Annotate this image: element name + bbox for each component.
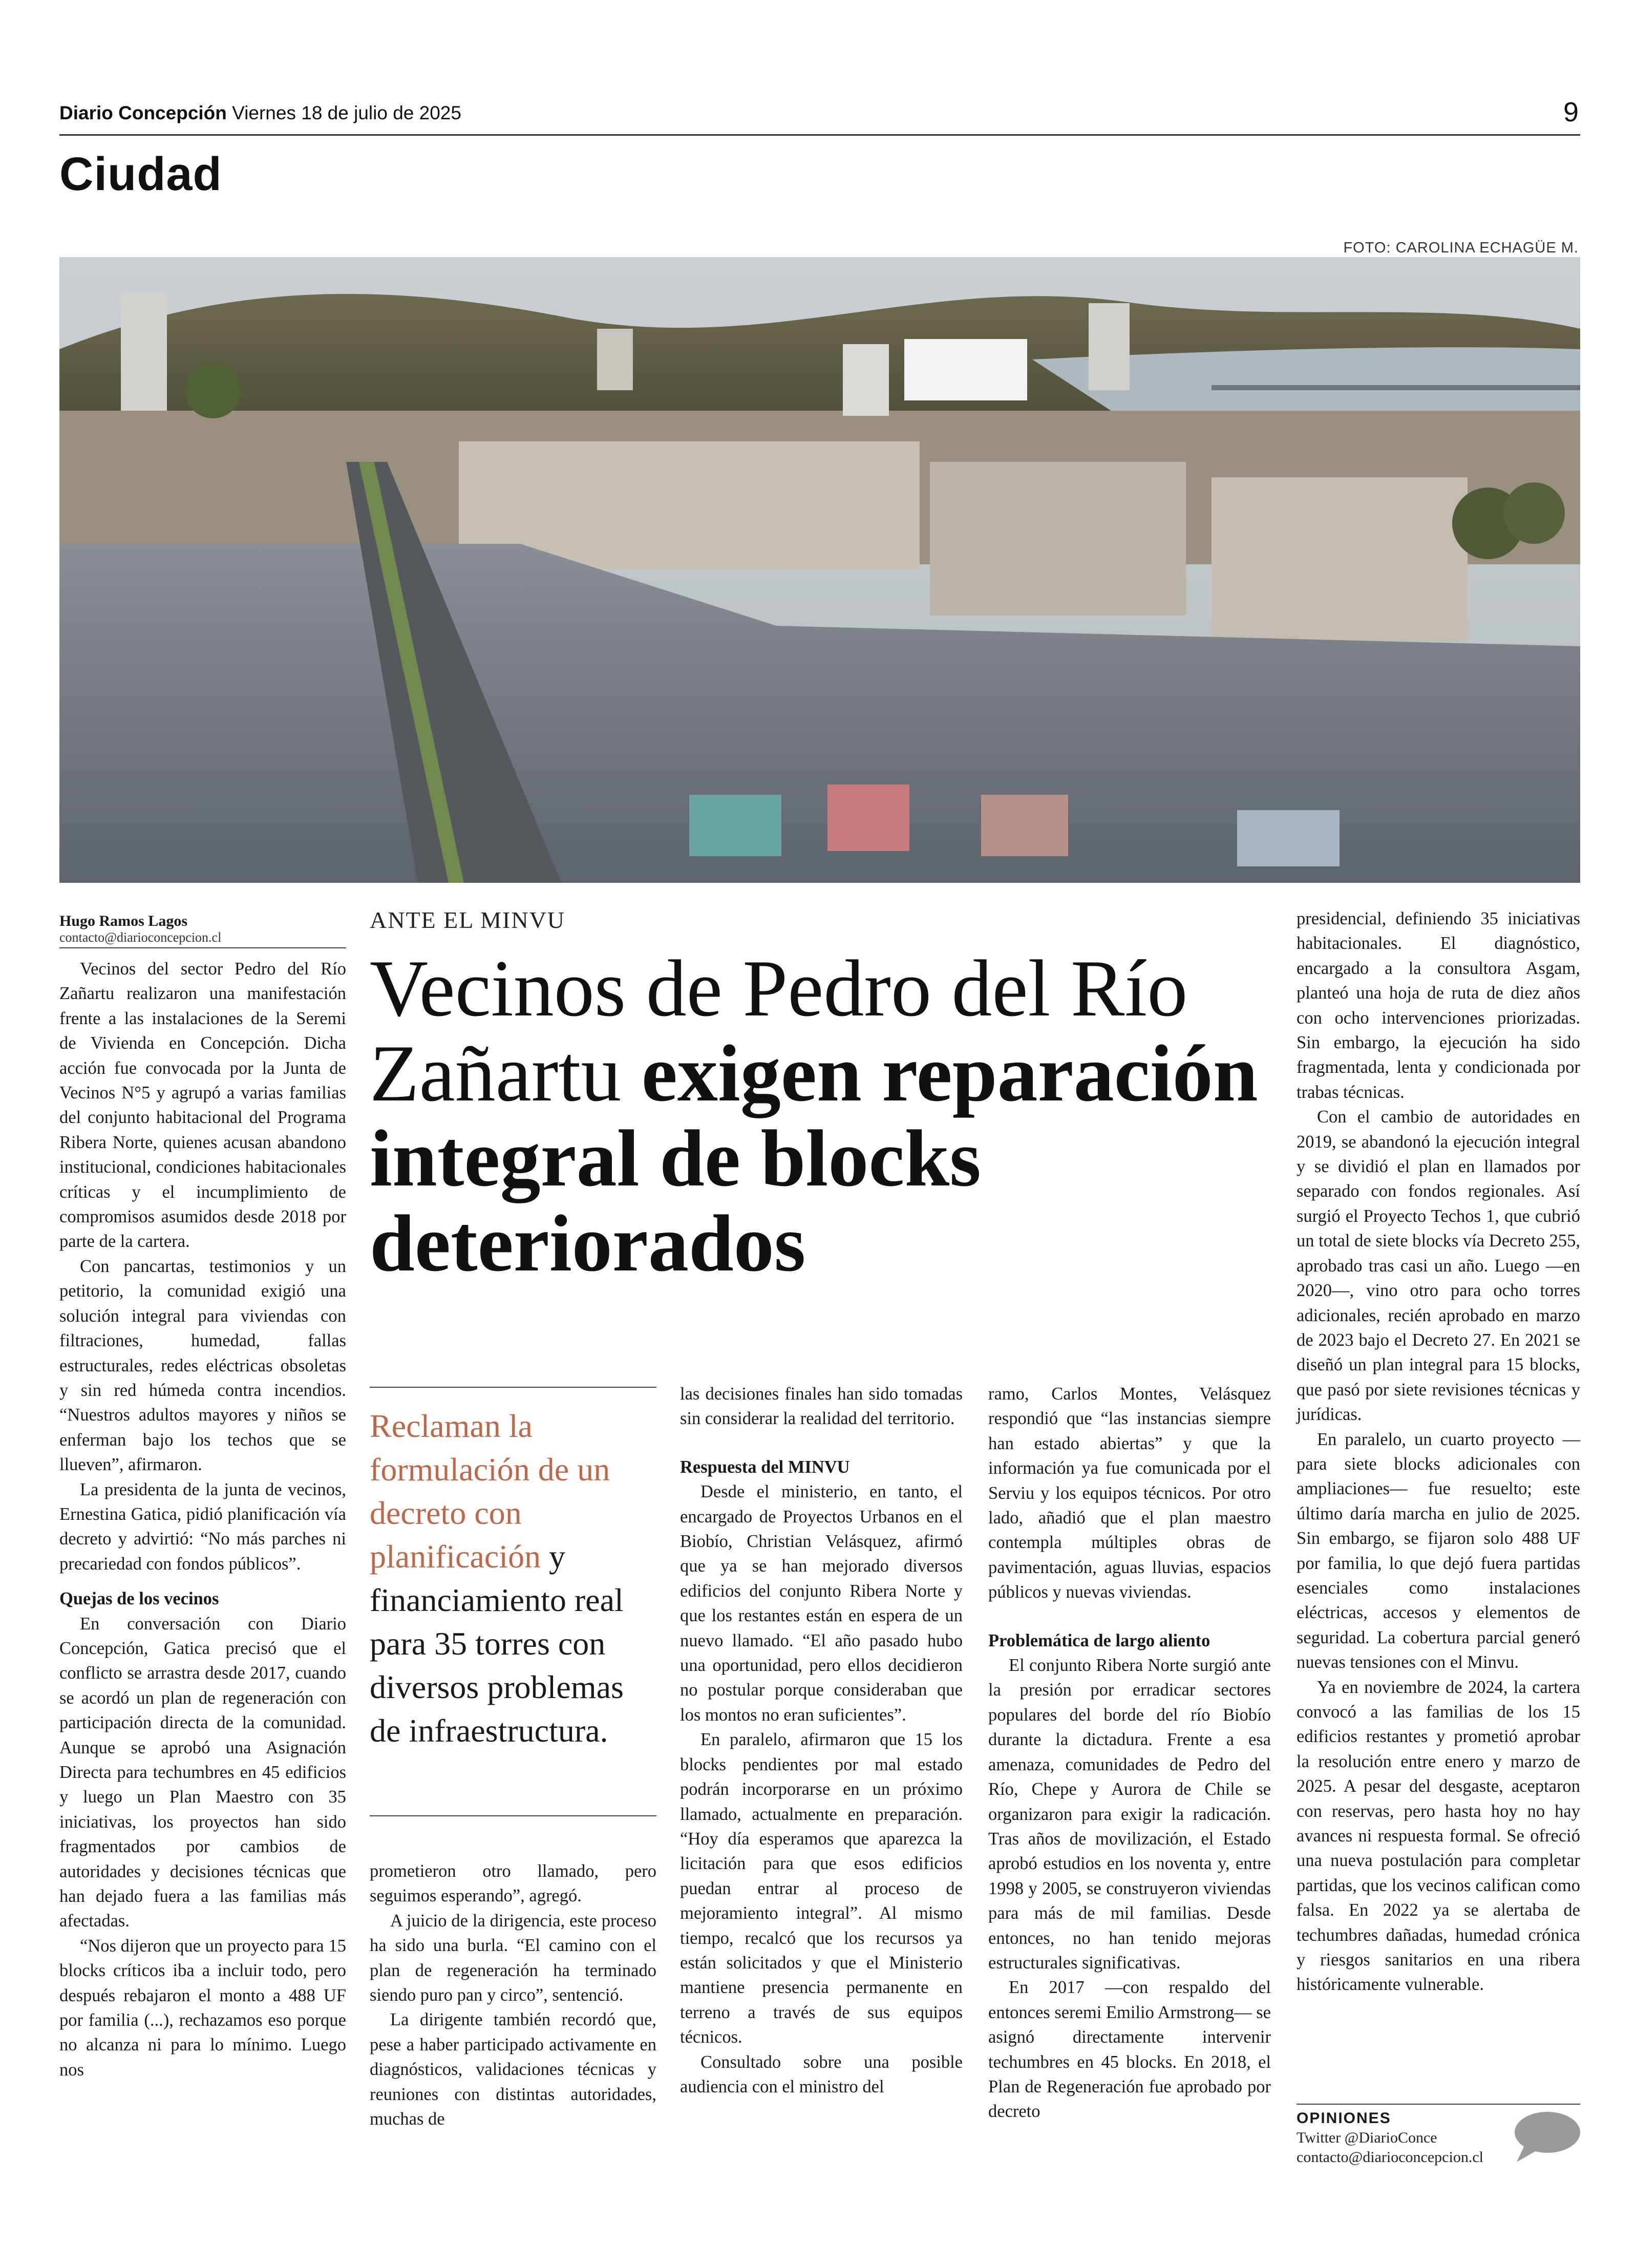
author-name: Hugo Ramos Lagos [59, 913, 188, 929]
paragraph: Con el cambio de autoridades en 2019, se abandonó la ejecución integral y se dividió el plan en llamados por separado con fondos regionales. Así surgió el Proyecto Techos 1, que cubrió un total de siete blocks vía Decreto 255, aprobado tras casi un año. Luego —en 2020—, vino otro para ocho torres adicionales, recién aprobado en marzo de 2023 bajo el Decreto 27. En 2021 se diseñó un plan integral para 15 blocks, que pasó por siete revisiones técnicas y jurídicas. [1297, 1107, 1580, 1425]
issue-date: Viernes 18 de julio de 2025 [232, 102, 461, 123]
paragraph: Desde el ministerio, en tanto, el encargado de Proyectos Urbanos en el Biobío, Christian Velásquez, afirmó que ya se han mejorado diversos edificios del conjunto Ribera Norte y que los restantes están en espera de un nuevo llamado. “El año pasado hubo una oportunidad, pero ellos decidieron no postular porque consideraban que los montos no eran suficientes”. [680, 1482, 963, 1725]
paragraph: prometieron otro llamado, pero seguimos esperando”, agregó. [370, 1861, 656, 1906]
paragraph: las decisiones finales han sido tomadas sin considerar la realidad del territorio. [680, 1384, 963, 1429]
opinions-twitter: Twitter @DiarioConce [1297, 2129, 1437, 2146]
paragraph: En paralelo, afirmaron que 15 los blocks pendientes por mal estado podrán incorporarse en un próximo llamado, actualmente en preparación. “Hoy día esperamos que aparezca la licitación para que esos edificios puedan entrar al proceso de mejoramiento integral”. Al mismo tiempo, recalcó que los recursos ya están solicitados y que el Ministerio mantiene presencia permanente en terreno a través de sus equipos técnicos. [680, 1730, 963, 2047]
subhead: Problemática de largo aliento [988, 1630, 1210, 1650]
masthead [59, 102, 461, 124]
kicker: ANTE EL MINVU [370, 907, 566, 933]
paragraph: A juicio de la dirigencia, este proceso ha sido una burla. “El camino con el plan de regeneración ha terminado siendo puro pan y circo”, sentenció. [370, 1911, 656, 2005]
section-title: Ciudad [59, 148, 222, 200]
deck-accent: Reclaman la formulación de un decreto con planificación [370, 1408, 610, 1575]
paragraph: “Nos dijeron que un proyecto para 15 blocks críticos iba a incluir todo, pero después rebajaron el monto a 488 UF por familia (...), rechazamos eso porque no alcanza ni para lo mínimo. Luego nos [59, 1936, 346, 2080]
photo-credit: FOTO: CAROLINA ECHAGÜE M. [1343, 240, 1579, 256]
opinions-email: contacto@diarioconcepcion.cl [1297, 2149, 1483, 2166]
paragraph: En conversación con Diario Concepción, Gatica precisó que el conflicto se arrastra desde 2017, cuando se acordó un plan de regeneración con participación directa de la comunidad. Aunque se aprobó una Asignación Directa para techumbres en 45 edificios y luego un Plan Maestro con 35 iniciativas, los proyectos han sido fragmentados por cambios de autoridades y decisiones técnicas que han dejado fuera a las familias más afectadas. [59, 1614, 346, 1931]
paragraph: En 2017 —con respaldo del entonces seremi Emilio Armstrong— se asignó directamente intervenir techumbres en 45 blocks. En 2018, el Plan de Regeneración fue aprobado por decreto [988, 1978, 1271, 2122]
deck-rule-bottom [370, 1815, 656, 1816]
deck-rest: y financiamiento real para 35 torres con diversos problemas de infraestructura. [370, 1538, 624, 1749]
paragraph: Consultado sobre una posible audiencia con el ministro del [680, 2052, 963, 2096]
paragraph: Vecinos del sector Pedro del Río Zañartu realizaron una manifestación frente a las instalaciones de la Seremi de Vivienda en Concepción. Dicha acción fue convocada por la Junta de Vecinos N°5 y agrupó a varias familias del conjunto habitacional del Programa Ribera Norte, quienes acusan abandono institucional, condiciones habitacionales críticas y el incumplimiento de compromisos asumidos desde 2018 por parte de la cartera. [59, 959, 346, 1252]
column-4 [988, 1382, 1271, 2124]
headline-light: Vecinos de Pedro del Río Zañartu [370, 944, 1188, 1118]
byline-rule [59, 947, 346, 948]
subhead: Respuesta del MINVU [680, 1457, 850, 1477]
column-2 [370, 1859, 656, 2131]
headline [370, 946, 1291, 1286]
city-aerial-photo [59, 257, 1580, 883]
speech-bubble-icon [1510, 2109, 1581, 2165]
paragraph: Con pancartas, testimonios y un petitorio, la comunidad exigió una solución integral para viviendas con filtraciones, humedad, fallas estructurales, redes eléctricas obsoletas y sin red húmeda contra incendios. “Nuestros adultos mayores y niños se enferman bajo los techos que se llueven”, afirmaron. [59, 1256, 346, 1475]
headline-bold: exigen reparación integral de blocks deteriorados [370, 1029, 1258, 1288]
header-rule [59, 134, 1580, 136]
column-3 [680, 1382, 963, 2099]
paragraph: La presidenta de la junta de vecinos, Ernestina Gatica, pidió planificación vía decreto y advirtió: “No más parches ni precariedad con fondos públicos”. [59, 1479, 346, 1574]
paragraph: La dirigente también recordó que, pese a haber participado activamente en diagnósticos, validaciones técnicas y reuniones con distintas autoridades, muchas de [370, 2010, 656, 2129]
paragraph: En paralelo, un cuarto proyecto —para siete blocks adicionales con ampliaciones— fue resuelto; este último daría marcha en julio de 2025. Sin embargo, se fijaron solo 488 UF por familia, lo que dejó fuera partidas esenciales como instalaciones eléctricas, accesos y elementos de seguridad. La cobertura parcial generó nuevas tensiones con el Minvu. [1297, 1429, 1580, 1672]
paragraph: presidencial, definiendo 35 iniciativas habitacionales. El diagnóstico, encargado a la consultora Asgam, planteó una hoja de ruta de diez años con ocho intervenciones priorizadas. Sin embargo, la ejecución ha sido fragmentada, lenta y condicionada por trabas técnicas. [1297, 909, 1580, 1102]
opinions-label: OPINIONES [1297, 2110, 1391, 2127]
paragraph: Ya en noviembre de 2024, la cartera convocó a las familias de los 15 edificios restantes y prometió aprobar la resolución entre enero y marzo de 2025. A pesar del desgaste, aceptaron con reservas, pero hasta hoy no hay avances ni respuesta formal. Se ofreció una nueva postulación para completar partidas, que los vecinos califican como falsa. En 2022 ya se alertaba de techumbres dañadas, humedad crónica y riesgos sanitarios en una ribera históricamente vulnerable. [1297, 1677, 1580, 1995]
page-number: 9 [1563, 97, 1579, 128]
column-1 [59, 957, 346, 2082]
opinions-rule [1297, 2104, 1580, 2105]
subhead: Quejas de los vecinos [59, 1589, 219, 1609]
deck [370, 1404, 656, 1752]
deck-rule-top [370, 1387, 656, 1388]
paragraph: El conjunto Ribera Norte surgió ante la presión por erradicar sectores populares del borde del río Biobío durante la dictadura. Frente a esa amenaza, comunidades de Pedro del Río, Chepe y Aurora de Chile se organizaron para exigir la radicación. Tras años de movilización, el Estado aprobó estudios en los noventa y, entre 1998 y 2005, se construyeron viviendas para más de mil familias. Desde entonces, no han tenido mejoras estructurales significativas. [988, 1656, 1271, 1973]
paragraph: ramo, Carlos Montes, Velásquez respondió que “las instancias siempre han estado abiertas” y que la información ya fue comunicada por el Serviu y los equipos técnicos. Por otro lado, añadió que el plan maestro contempla múltiples obras de pavimentación, aguas lluvias, espacios públicos y nuevas viviendas. [988, 1384, 1271, 1602]
author-email: contacto@diarioconcepcion.cl [59, 930, 222, 945]
column-5 [1297, 906, 1580, 1997]
paper-name: Diario Concepción [59, 102, 227, 123]
